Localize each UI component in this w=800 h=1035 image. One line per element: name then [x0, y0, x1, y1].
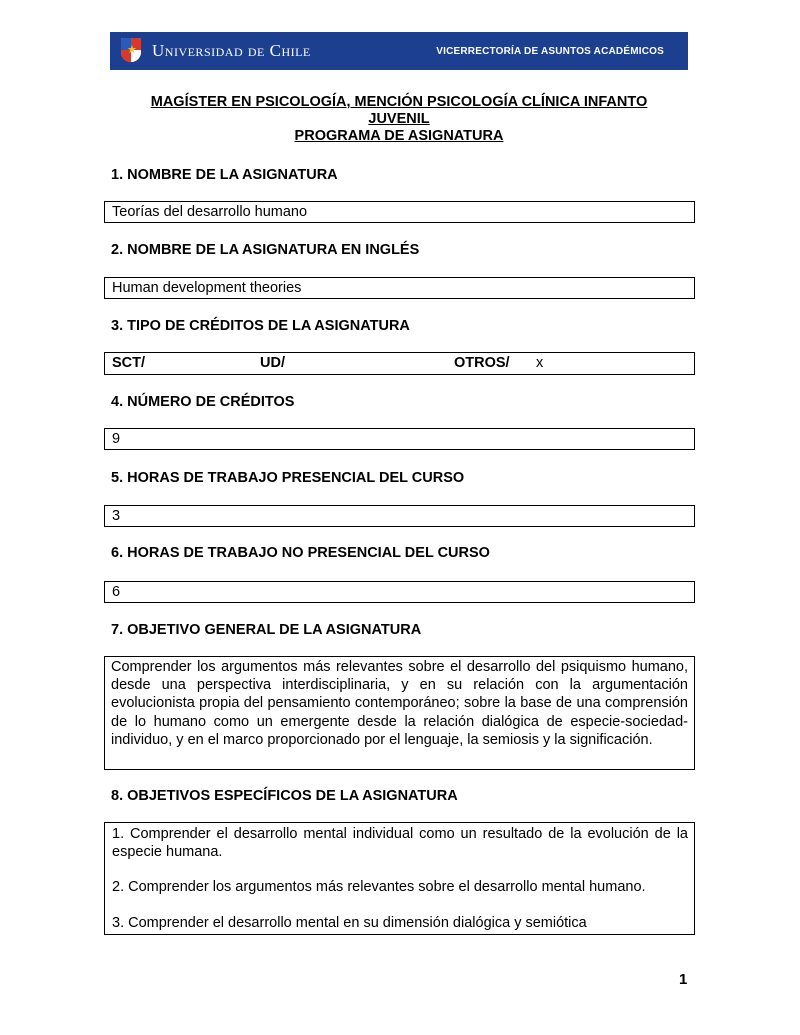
- otros-label: OTROS/: [454, 355, 510, 371]
- document-title: [110, 94, 688, 145]
- university-crest-icon: ★: [118, 36, 144, 66]
- section-4-value: 9: [112, 431, 121, 447]
- section-1-value: Teorías del desarrollo humano: [112, 204, 308, 220]
- section-8-heading: 8. OBJETIVOS ESPECÍFICOS DE LA ASIGNATURA: [111, 788, 458, 804]
- title-line-3: PROGRAMA DE ASIGNATURA: [294, 128, 504, 144]
- section-6-box: [104, 581, 695, 603]
- section-1-heading: 1. NOMBRE DE LA ASIGNATURA: [111, 167, 338, 183]
- section-1-box: [104, 201, 695, 223]
- office-name: VICERRECTORÍA DE ASUNTOS ACADÉMICOS: [436, 45, 664, 57]
- section-2-value: Human development theories: [112, 280, 302, 296]
- section-5-box: [104, 505, 695, 527]
- specific-objective-1: 1. Comprender el desarrollo mental individual como un resultado de la evolución de la especie humana.: [112, 826, 688, 861]
- otros-mark: x: [536, 355, 544, 371]
- section-3-heading: 3. TIPO DE CRÉDITOS DE LA ASIGNATURA: [111, 318, 410, 334]
- ud-label: UD/: [260, 355, 285, 371]
- sct-label: SCT/: [112, 355, 146, 371]
- section-4-heading: 4. NÚMERO DE CRÉDITOS: [111, 394, 295, 410]
- section-7-heading: 7. OBJETIVO GENERAL DE LA ASIGNATURA: [111, 622, 422, 638]
- section-5-value: 3: [112, 508, 121, 524]
- general-objective-text: Comprender los argumentos más relevantes sobre el desarrollo del psiquismo humano, desde una perspectiva interdisciplinaria, y en su relación con la argumentación evolucionista propia del pensamiento contemporáneo; sobre la base de una comprensión de lo humano como un emergente desde la relación dialógica de especie-sociedad-individuo, y en el marco proporcionado por el lenguaje, la semiosis y la significación.: [111, 659, 688, 748]
- section-5-heading: 5. HORAS DE TRABAJO PRESENCIAL DEL CURSO: [111, 470, 465, 486]
- credit-type-box: [104, 352, 695, 375]
- section-2-box: [104, 277, 695, 299]
- page-number: 1: [679, 971, 688, 988]
- section-6-value: 6: [112, 584, 121, 600]
- section-2-heading: 2. NOMBRE DE LA ASIGNATURA EN INGLÉS: [111, 242, 420, 258]
- section-4-box: [104, 428, 695, 450]
- section-6-heading: 6. HORAS DE TRABAJO NO PRESENCIAL DEL CURSO: [111, 545, 490, 561]
- title-line-2: JUVENIL: [368, 111, 430, 127]
- section-7-box: [104, 656, 695, 770]
- specific-objective-2: 2. Comprender los argumentos más relevantes sobre el desarrollo mental humano.: [112, 879, 646, 896]
- header-banner: [110, 32, 688, 70]
- section-8-box: [104, 822, 695, 935]
- title-line-1: MAGÍSTER EN PSICOLOGÍA, MENCIÓN PSICOLOGÍA CLÍNICA INFANTO: [150, 94, 648, 110]
- university-name: Universidad de Chile: [152, 41, 311, 60]
- specific-objective-3: 3. Comprender el desarrollo mental en su dimensión dialógica y semiótica: [112, 914, 587, 931]
